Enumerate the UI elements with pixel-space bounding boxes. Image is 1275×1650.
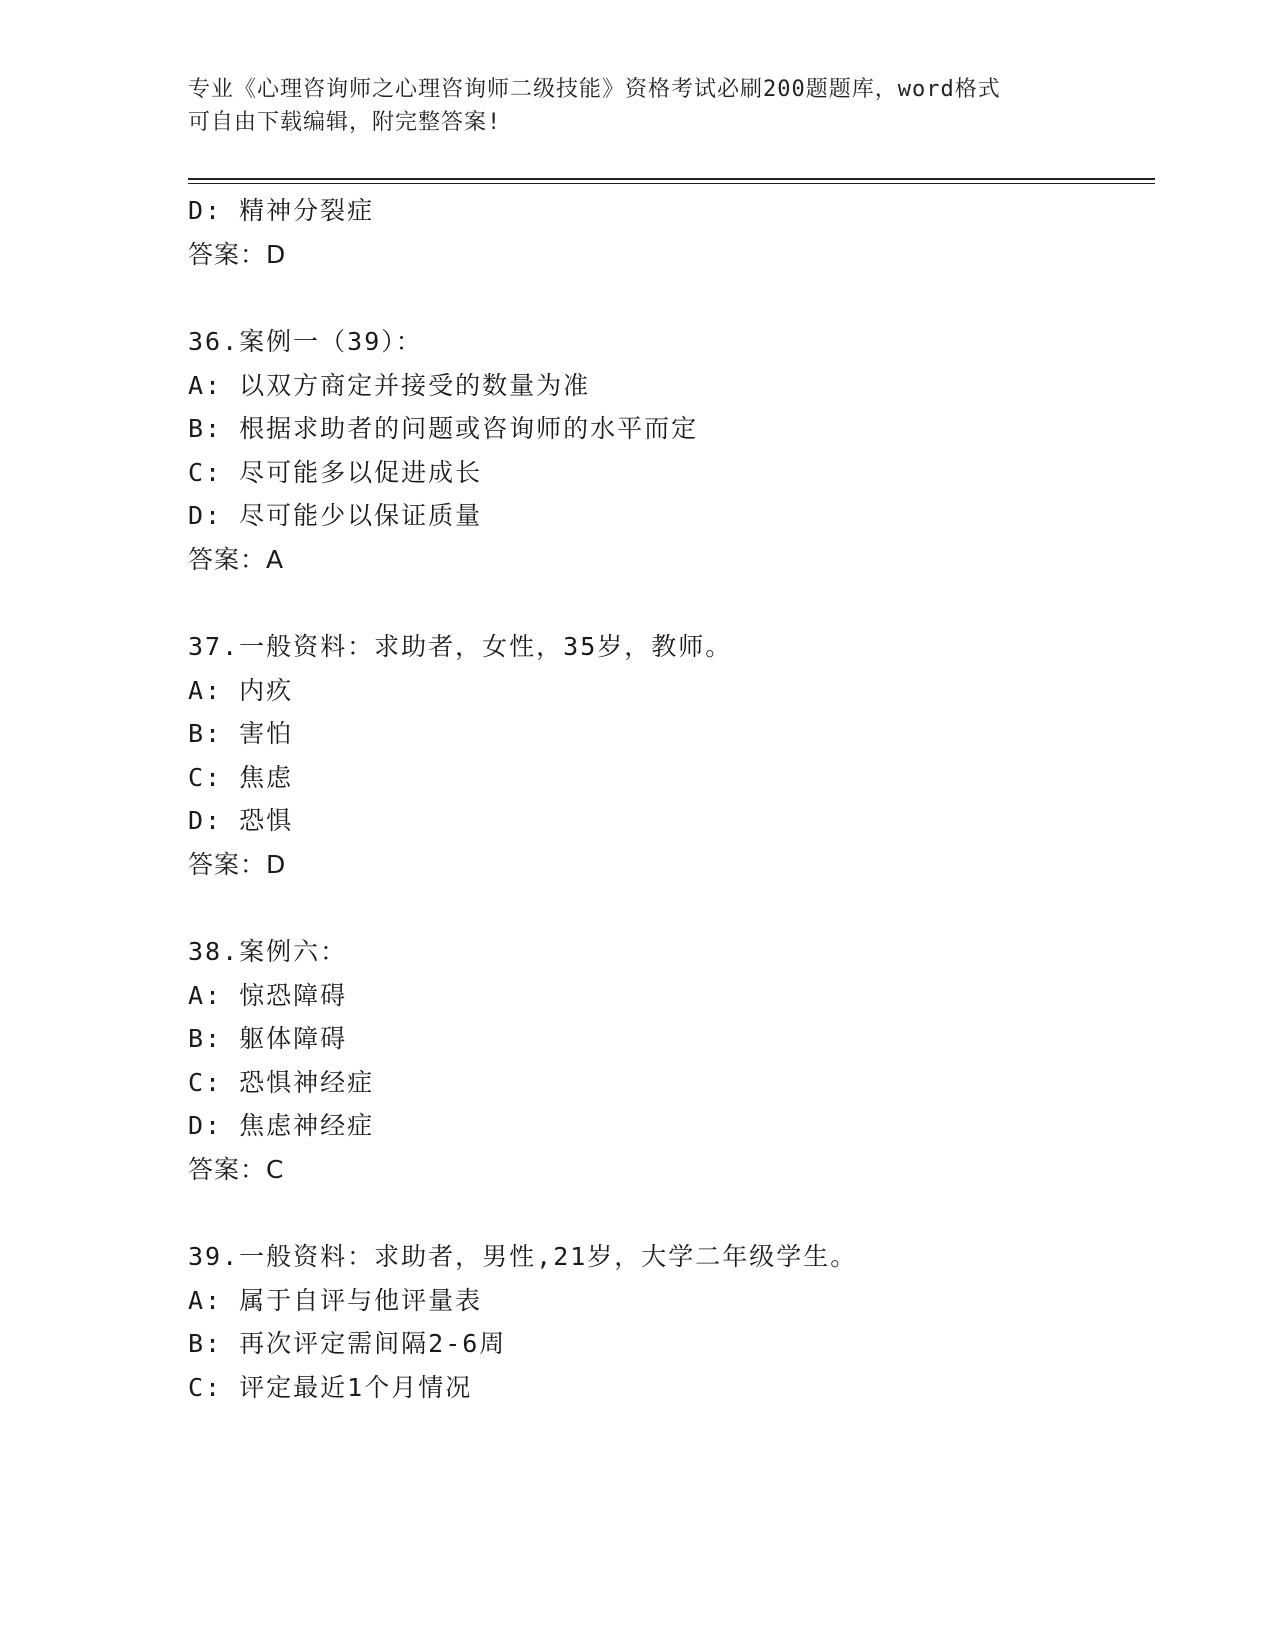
question-36-option-d: D: 尽可能少以保证质量 — [188, 501, 483, 530]
prev-option-d: D: 精神分裂症 — [188, 196, 375, 225]
question-36-option-b: B: 根据求助者的问题或咨询师的水平而定 — [188, 414, 699, 443]
header-rule-thin — [188, 183, 1155, 184]
question-38-stem: 38.案例六： — [188, 937, 348, 966]
question-38-option-c: C: 恐惧神经症 — [188, 1068, 375, 1097]
document-header — [188, 73, 1088, 139]
question-37-option-d: D: 恐惧 — [188, 806, 294, 835]
question-36-option-a: A: 以双方商定并接受的数量为准 — [188, 371, 591, 400]
question-38-answer: 答案：C — [188, 1155, 285, 1184]
header-line-2: 可自由下载编辑，附完整答案! — [188, 110, 502, 135]
question-39-stem: 39.一般资料：求助者，男性,21岁，大学二年级学生。 — [188, 1242, 858, 1271]
question-36-answer: 答案：A — [188, 545, 285, 574]
question-37-option-a: A: 内疚 — [188, 676, 294, 705]
question-37-option-b: B: 害怕 — [188, 719, 294, 748]
question-39-option-b: B: 再次评定需间隔2-6周 — [188, 1329, 507, 1358]
question-36-option-c: C: 尽可能多以促进成长 — [188, 458, 483, 487]
question-37-answer: 答案：D — [188, 850, 287, 879]
question-39-option-c: C: 评定最近1个月情况 — [188, 1373, 473, 1402]
header-rule-thick — [188, 178, 1155, 180]
question-36-stem: 36.案例一（39）： — [188, 327, 423, 356]
question-39-option-a: A: 属于自评与他评量表 — [188, 1286, 483, 1315]
question-38-option-b: B: 躯体障碍 — [188, 1024, 348, 1053]
question-38-option-d: D: 焦虑神经症 — [188, 1111, 375, 1140]
question-38-option-a: A: 惊恐障碍 — [188, 981, 348, 1010]
question-37-stem: 37.一般资料：求助者，女性，35岁，教师。 — [188, 632, 733, 661]
header-line-1: 专业《心理咨询师之心理咨询师二级技能》资格考试必刷200题题库，word格式 — [188, 77, 1001, 102]
question-37-option-c: C: 焦虑 — [188, 763, 294, 792]
prev-answer: 答案：D — [188, 240, 287, 269]
